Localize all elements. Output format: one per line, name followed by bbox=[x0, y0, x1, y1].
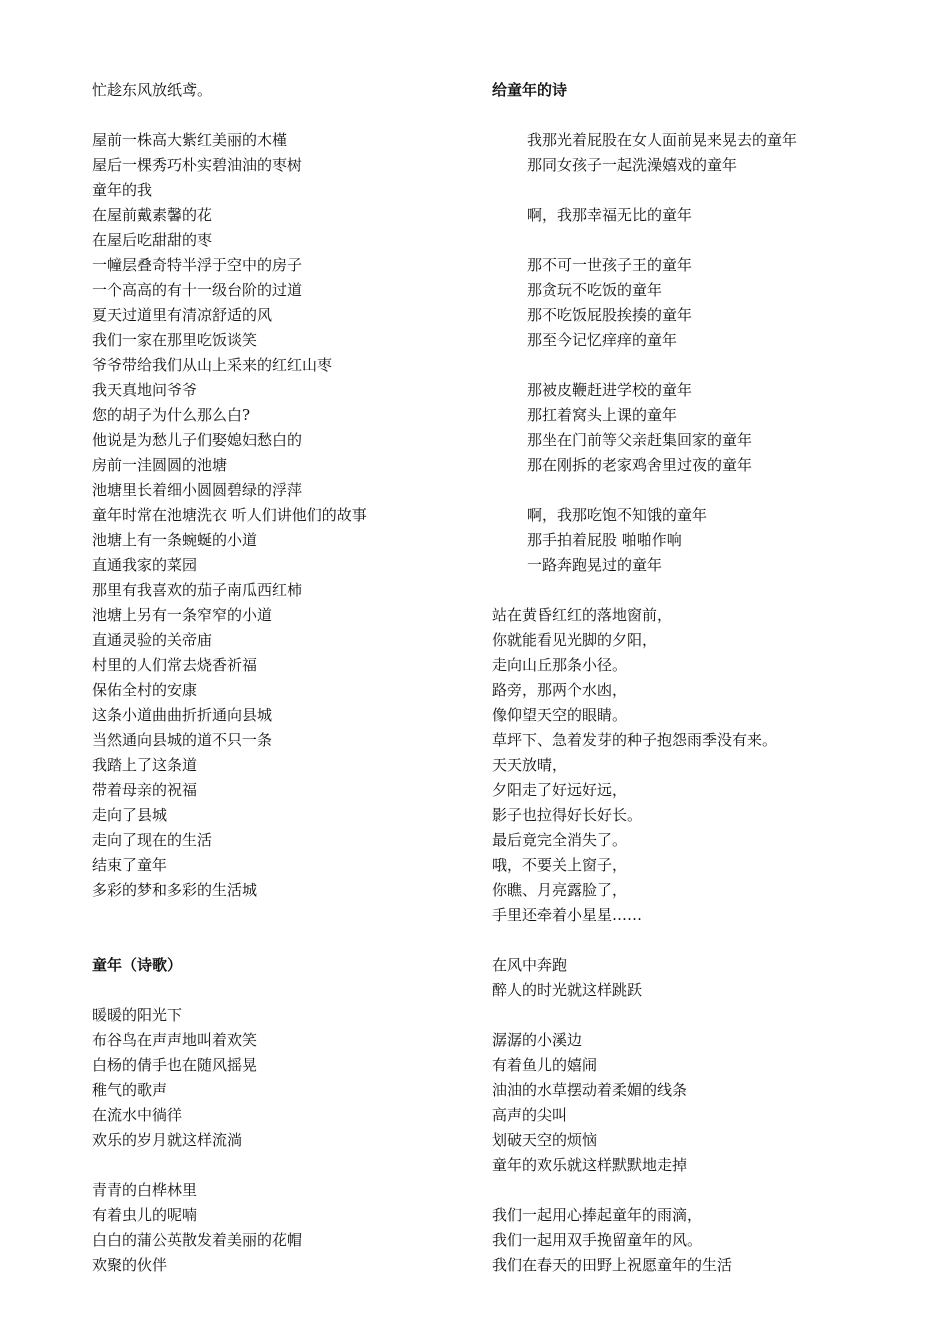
poem-line: 那不可一世孩子王的童年 bbox=[527, 256, 693, 274]
blank-line bbox=[92, 928, 472, 953]
poem-line: 布谷鸟在声声地叫着欢笑 bbox=[92, 1031, 258, 1049]
poem-line: 童年的欢乐就这样默默地走掉 bbox=[492, 1156, 688, 1174]
poem-line: 在风中奔跑 bbox=[492, 956, 568, 974]
poem-line: 忙趁东风放纸鸢。 bbox=[92, 81, 213, 99]
blank-line bbox=[92, 103, 472, 128]
poem-line: 我们一家在那里吃饭谈笑 bbox=[92, 331, 258, 349]
poem-line: 那手拍着屁股 啪啪作响 bbox=[527, 531, 682, 549]
blank-line bbox=[492, 103, 912, 128]
poem-line: 高声的尖叫 bbox=[492, 1106, 568, 1124]
poem-line: 童年时常在池塘洗衣 听人们讲他们的故事 bbox=[92, 506, 367, 524]
poem-line: 我们在春天的田野上祝愿童年的生活 bbox=[492, 1256, 733, 1274]
poem-line: 您的胡子为什么那么白? bbox=[92, 406, 251, 424]
blank-line bbox=[492, 928, 912, 953]
poem-line: 路旁，那两个水凼， bbox=[492, 681, 628, 699]
poem-line: 白杨的倩手也在随风摇晃 bbox=[92, 1056, 258, 1074]
poem-line: 那不吃饭屁股挨揍的童年 bbox=[527, 306, 693, 324]
poem-line: 白白的蒲公英散发着美丽的花帽 bbox=[92, 1231, 303, 1249]
poem-line: 在流水中徜徉 bbox=[92, 1106, 183, 1124]
poem-line: 我踏上了这条道 bbox=[92, 756, 198, 774]
poem-line: 最后竟完全消失了。 bbox=[492, 831, 628, 849]
poem-line: 那贪玩不吃饭的童年 bbox=[527, 281, 663, 299]
poem-line: 站在黄昏红红的落地窗前， bbox=[492, 606, 673, 624]
poem-line: 直通我家的菜园 bbox=[92, 556, 198, 574]
blank-line bbox=[492, 478, 912, 503]
poem-line: 潺潺的小溪边 bbox=[492, 1031, 583, 1049]
poem-line: 池塘上另有一条窄窄的小道 bbox=[92, 606, 273, 624]
blank-line bbox=[92, 1153, 472, 1178]
poem-line: 暖暖的阳光下 bbox=[92, 1006, 183, 1024]
poem-line: 直通灵验的关帝庙 bbox=[92, 631, 213, 649]
blank-line bbox=[492, 1178, 912, 1203]
poem-line: 当然通向县城的道不只一条 bbox=[92, 731, 273, 749]
poem-line: 走向了县城 bbox=[92, 806, 168, 824]
right-column bbox=[492, 78, 912, 1278]
poem-line: 夕阳走了好远好远， bbox=[492, 781, 628, 799]
poem-line: 油油的水草摆动着柔媚的线条 bbox=[492, 1081, 688, 1099]
poem-line: 结束了童年 bbox=[92, 856, 168, 874]
poem-line: 那被皮鞭赶进学校的童年 bbox=[527, 381, 693, 399]
poem-line: 村里的人们常去烧香祈福 bbox=[92, 656, 258, 674]
poem-line: 一幢层叠奇特半浮于空中的房子 bbox=[92, 256, 303, 274]
poem-line: 划破天空的烦恼 bbox=[492, 1131, 598, 1149]
poem-line: 屋后一棵秀巧朴实碧油油的枣树 bbox=[92, 156, 303, 174]
poem-line: 在屋前戴素馨的花 bbox=[92, 206, 213, 224]
blank-line bbox=[492, 1003, 912, 1028]
poem-line: 带着母亲的祝福 bbox=[92, 781, 198, 799]
poem-line: 保佑全村的安康 bbox=[92, 681, 198, 699]
poem-line: 夏天过道里有清凉舒适的风 bbox=[92, 306, 273, 324]
poem-line: 走向山丘那条小径。 bbox=[492, 656, 628, 674]
poem-line: 青青的白桦林里 bbox=[92, 1181, 198, 1199]
blank-line bbox=[492, 578, 912, 603]
poem-line: 爷爷带给我们从山上采来的红红山枣 bbox=[92, 356, 333, 374]
poem-line: 那坐在门前等父亲赶集回家的童年 bbox=[527, 431, 753, 449]
blank-line bbox=[492, 353, 912, 378]
blank-line bbox=[92, 978, 472, 1003]
poem-line: 在屋后吃甜甜的枣 bbox=[92, 231, 213, 249]
poem-line: 我那光着屁股在女人面前晃来晃去的童年 bbox=[527, 131, 798, 149]
poem-line: 天天放晴， bbox=[492, 756, 568, 774]
poem-heading: 童年（诗歌） bbox=[92, 956, 183, 974]
poem-line: 影子也拉得好长好长。 bbox=[492, 806, 643, 824]
poem-line: 这条小道曲曲折折通向县城 bbox=[92, 706, 273, 724]
poem-line: 像仰望天空的眼睛。 bbox=[492, 706, 628, 724]
poem-line: 那扛着窝头上课的童年 bbox=[527, 406, 678, 424]
poem-line: 醉人的时光就这样跳跃 bbox=[492, 981, 643, 999]
poem-line: 你瞧、月亮露脸了， bbox=[492, 881, 628, 899]
poem-line: 欢聚的伙伴 bbox=[92, 1256, 168, 1274]
blank-line bbox=[492, 228, 912, 253]
poem-line: 有着鱼儿的嬉闹 bbox=[492, 1056, 598, 1074]
poem-line: 走向了现在的生活 bbox=[92, 831, 213, 849]
poem-line: 哦，不要关上窗子， bbox=[492, 856, 628, 874]
poem-line: 有着虫儿的呢喃 bbox=[92, 1206, 198, 1224]
poem-line: 一路奔跑晃过的童年 bbox=[527, 556, 663, 574]
poem-line: 你就能看见光脚的夕阳， bbox=[492, 631, 658, 649]
blank-line bbox=[492, 178, 912, 203]
poem-line: 手里还牵着小星星…… bbox=[492, 906, 643, 924]
poem-line: 一个高高的有十一级台阶的过道 bbox=[92, 281, 303, 299]
poem-line: 池塘上有一条蜿蜒的小道 bbox=[92, 531, 258, 549]
blank-line bbox=[92, 903, 472, 928]
poem-line: 我们一起用心捧起童年的雨滴， bbox=[492, 1206, 703, 1224]
poem-line: 那里有我喜欢的茄子南瓜西红柿 bbox=[92, 581, 303, 599]
poem-line: 啊，我那幸福无比的童年 bbox=[527, 206, 693, 224]
poem-line: 那在刚拆的老家鸡舍里过夜的童年 bbox=[527, 456, 753, 474]
poem-line: 那同女孩子一起洗澡嬉戏的童年 bbox=[527, 156, 738, 174]
poem-line: 草坪下、急着发芽的种子抱怨雨季没有来。 bbox=[492, 731, 778, 749]
poem-line: 稚气的歌声 bbox=[92, 1081, 168, 1099]
poem-line: 多彩的梦和多彩的生活城 bbox=[92, 881, 258, 899]
poem-line: 童年的我 bbox=[92, 181, 153, 199]
poem-line: 房前一洼圆圆的池塘 bbox=[92, 456, 228, 474]
poem-line: 那至今记忆痒痒的童年 bbox=[527, 331, 678, 349]
left-column bbox=[92, 78, 472, 1278]
poem-line: 欢乐的岁月就这样流淌 bbox=[92, 1131, 243, 1149]
poem-line: 他说是为愁儿子们娶媳妇愁白的 bbox=[92, 431, 303, 449]
poem-line: 屋前一株高大紫红美丽的木槿 bbox=[92, 131, 288, 149]
poem-heading: 给童年的诗 bbox=[492, 81, 568, 99]
poem-line: 我天真地问爷爷 bbox=[92, 381, 198, 399]
poem-line: 池塘里长着细小圆圆碧绿的浮萍 bbox=[92, 481, 303, 499]
poem-line: 我们一起用双手挽留童年的风。 bbox=[492, 1231, 703, 1249]
poem-line: 啊，我那吃饱不知饿的童年 bbox=[527, 506, 708, 524]
